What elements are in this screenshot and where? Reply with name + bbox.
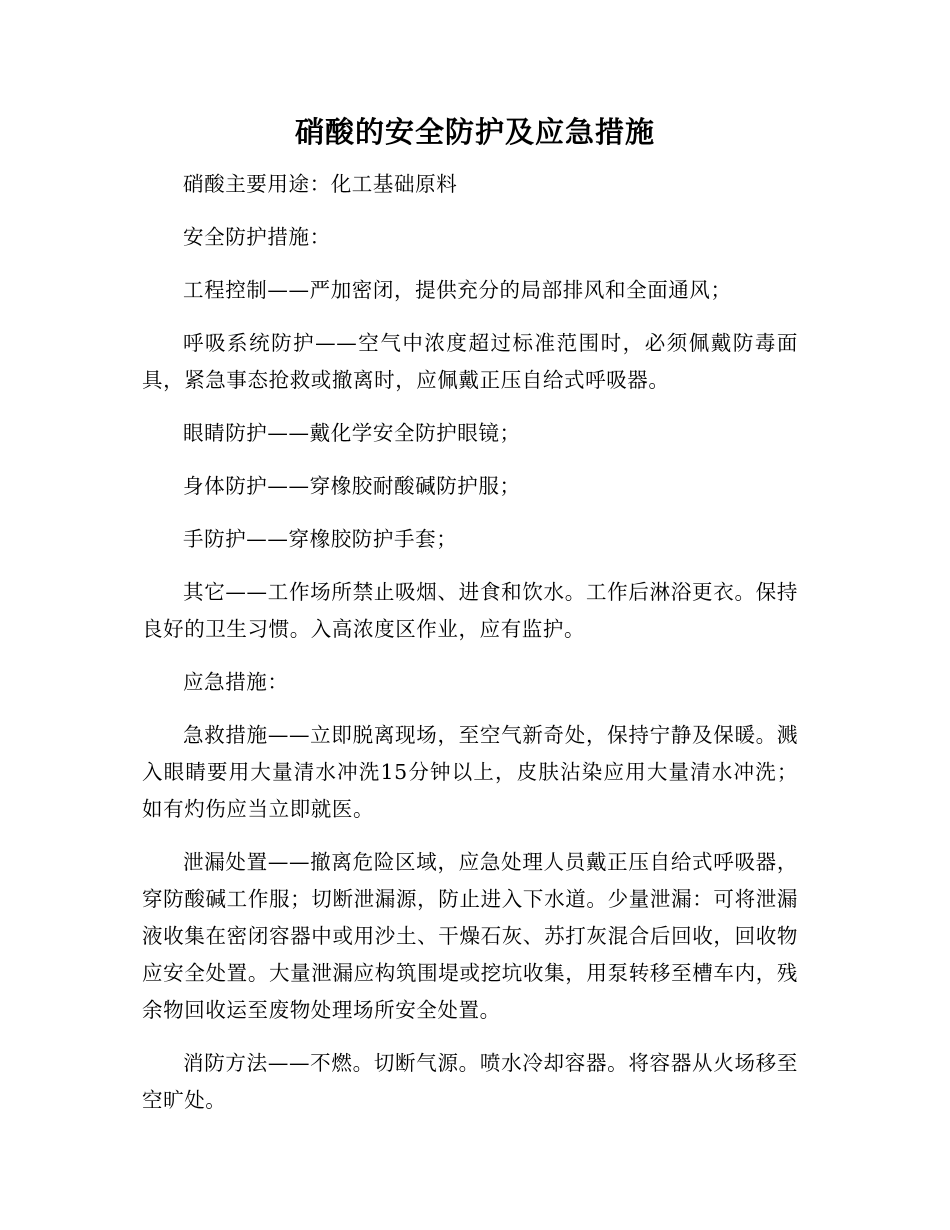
paragraph-engineering-control: 工程控制——严加密闭，提供充分的局部排风和全面通风； — [183, 278, 732, 302]
paragraph-other: 其它——工作场所禁止吸烟、进食和饮水。工作后淋浴更衣。保持良好的卫生习惯。入高浓度区作业，应有监护。 — [142, 580, 798, 641]
document-body — [142, 166, 798, 1135]
paragraph-firefighting: 消防方法——不燃。切断气源。喷水冷却容器。将容器从火场移至空旷处。 — [142, 1051, 798, 1112]
paragraph-body-protection: 身体防护——穿橡胶耐酸碱防护服； — [183, 474, 521, 498]
paragraph-hand-protection: 手防护——穿橡胶防护手套； — [183, 527, 458, 551]
paragraph-eye-protection: 眼睛防护——戴化学安全防护眼镜； — [183, 421, 521, 445]
paragraph-usage: 硝酸主要用途：化工基础原料 — [183, 172, 458, 196]
paragraph-safety-heading: 安全防护措施： — [183, 225, 331, 249]
paragraph-first-aid: 急救措施——立即脱离现场，至空气新奇处，保持宁静及保暖。溅入眼睛要用大量清水冲洗15分钟以上，皮肤沾染应用大量清水冲洗；如有灼伤应当立即就医。 — [142, 723, 798, 821]
document-title: 硝酸的安全防护及应急措施 — [294, 115, 655, 149]
paragraph-respiratory-protection: 呼吸系统防护——空气中浓度超过标准范围时，必须佩戴防毒面具，紧急事态抢救或撤离时，应佩戴正压自给式呼吸器。 — [142, 331, 798, 392]
paragraph-emergency-heading: 应急措施： — [183, 670, 289, 694]
paragraph-leak-handling: 泄漏处置——撤离危险区域，应急处理人员戴正压自给式呼吸器，穿防酸碱工作服；切断泄漏源，防止进入下水道。少量泄漏：可将泄漏液收集在密闭容器中或用沙土、干燥石灰、苏打灰混合后回收，回收物应安全处置。大量泄漏应构筑围堤或挖坑收集，用泵转移至槽车内，残余物回收运至废物处理场所安全处置。 — [142, 850, 798, 1022]
